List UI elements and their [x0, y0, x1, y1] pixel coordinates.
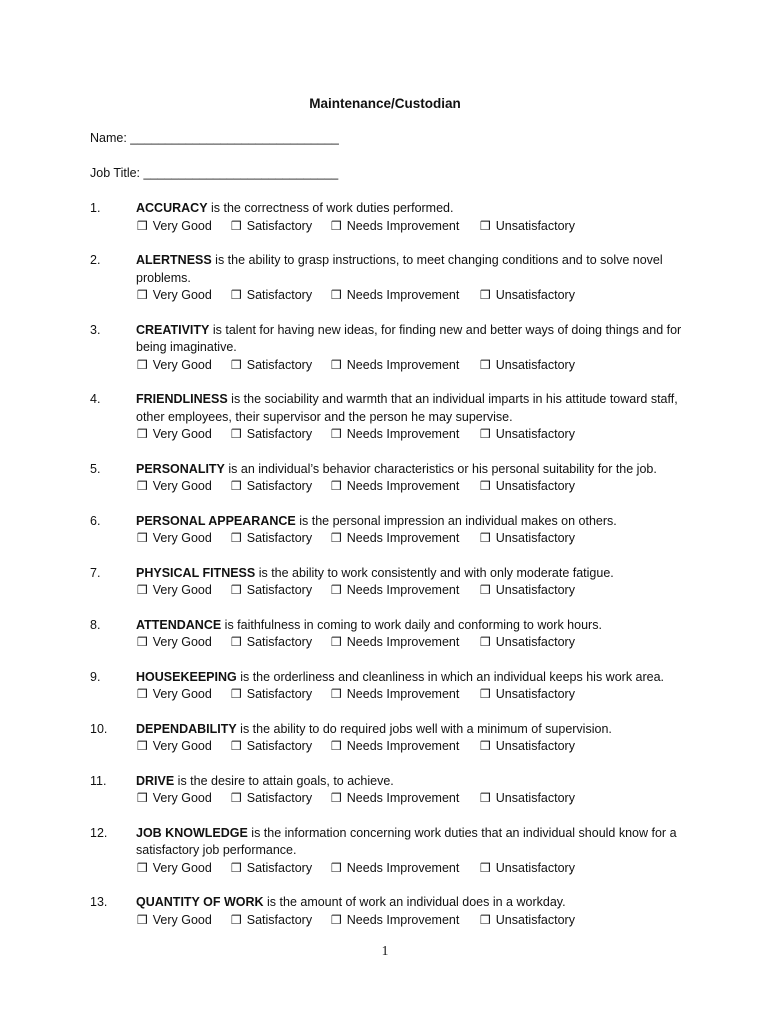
rating-option-satisfactory[interactable]: [231, 357, 331, 375]
rating-options: [137, 426, 690, 444]
rating-option-label: Unsatisfactory: [495, 218, 575, 233]
item-description-text: is the information concerning work duties that an individual should know for a satisfactory job performance.: [136, 825, 677, 857]
item-description: [136, 461, 690, 479]
item-term: PERSONALITY: [136, 461, 225, 476]
rating-option-label: Unsatisfactory: [495, 912, 575, 927]
rating-options: [137, 686, 690, 704]
item-number: 9.: [90, 669, 101, 684]
rating-options: [137, 582, 690, 600]
rating-option-needs-improvement[interactable]: [331, 287, 480, 305]
item-term: HOUSEKEEPING: [136, 669, 237, 684]
checkbox-icon[interactable]: ❒: [331, 218, 342, 233]
rating-option-label: Satisfactory: [246, 791, 313, 805]
rating-option-label: Needs Improvement: [346, 357, 460, 372]
item-description: [136, 200, 690, 218]
rating-option-unsatisfactory[interactable]: [480, 287, 590, 305]
checkbox-icon[interactable]: ❒: [137, 687, 148, 701]
rating-option-label: Unsatisfactory: [495, 860, 575, 875]
checkbox-icon[interactable]: ❒: [331, 687, 342, 701]
item-description-text: is faithfulness in coming to work daily and conforming to work hours.: [221, 617, 602, 632]
rating-option-satisfactory[interactable]: [231, 912, 331, 930]
rating-option-satisfactory[interactable]: [231, 218, 331, 236]
rating-option-label: Needs Improvement: [346, 479, 460, 493]
checkbox-icon[interactable]: ❒: [331, 427, 342, 441]
item-term: PHYSICAL FITNESS: [136, 565, 256, 580]
rating-option-label: Very Good: [152, 479, 212, 493]
rating-option-unsatisfactory[interactable]: [480, 478, 590, 496]
checkbox-icon[interactable]: ❒: [231, 288, 242, 302]
item-description: [136, 252, 690, 287]
rating-option-satisfactory[interactable]: [231, 860, 331, 878]
item-description: [136, 565, 690, 583]
item-description: [136, 894, 690, 912]
checkbox-icon[interactable]: ❒: [480, 687, 491, 701]
evaluation-item: [90, 461, 690, 496]
item-number: 4.: [90, 392, 101, 406]
checkbox-icon[interactable]: ❒: [231, 427, 242, 441]
checkbox-icon[interactable]: ❒: [480, 583, 491, 597]
rating-option-label: Unsatisfactory: [495, 531, 575, 545]
rating-options: [137, 478, 690, 496]
rating-option-unsatisfactory[interactable]: [480, 582, 590, 600]
checkbox-icon[interactable]: ❒: [231, 357, 242, 372]
rating-option-label: Needs Improvement: [346, 791, 460, 805]
item-number: 8.: [90, 617, 101, 632]
item-number: 13.: [90, 895, 108, 909]
checkbox-icon[interactable]: ❒: [231, 687, 242, 701]
checkbox-icon[interactable]: ❒: [480, 218, 491, 233]
rating-options: [137, 218, 690, 236]
item-description: [136, 825, 690, 860]
checkbox-icon[interactable]: ❒: [480, 860, 491, 875]
item-number: 1.: [90, 201, 101, 215]
checkbox-icon[interactable]: ❒: [331, 791, 342, 805]
checkbox-icon[interactable]: ❒: [137, 427, 148, 441]
item-description-text: is the orderliness and cleanliness in which an individual keeps his work area.: [236, 669, 665, 684]
rating-option-label: Satisfactory: [246, 288, 313, 302]
item-term: FRIENDLINESS: [136, 392, 228, 406]
item-body: [136, 200, 690, 235]
rating-option-label: Satisfactory: [246, 635, 313, 649]
evaluation-item: [90, 669, 690, 704]
page-number: 1: [381, 943, 389, 958]
rating-options: [137, 860, 690, 878]
checkbox-icon[interactable]: ❒: [331, 739, 342, 753]
rating-option-very-good[interactable]: [137, 686, 231, 704]
rating-option-very-good[interactable]: [137, 860, 231, 878]
rating-option-needs-improvement[interactable]: [331, 530, 480, 548]
item-description-text: is the ability to work consistently and with only moderate fatigue.: [255, 565, 614, 580]
rating-option-label: Needs Improvement: [346, 288, 460, 302]
item-body: [136, 322, 690, 375]
rating-option-very-good[interactable]: [137, 478, 231, 496]
rating-option-satisfactory[interactable]: [231, 426, 331, 444]
item-number: 10.: [90, 721, 108, 736]
rating-option-very-good[interactable]: [137, 790, 231, 808]
rating-option-very-good[interactable]: [137, 530, 231, 548]
rating-option-unsatisfactory[interactable]: [480, 860, 590, 878]
rating-option-label: Unsatisfactory: [495, 583, 575, 597]
checkbox-icon[interactable]: ❒: [331, 288, 342, 302]
evaluation-item: [90, 391, 690, 444]
item-term: QUANTITY OF WORK: [136, 895, 264, 909]
checkbox-icon[interactable]: ❒: [231, 860, 242, 875]
item-term: JOB KNOWLEDGE: [136, 825, 248, 840]
rating-option-unsatisfactory[interactable]: [480, 912, 590, 930]
rating-options: [137, 738, 690, 756]
evaluation-item: [90, 513, 690, 548]
evaluation-item: [90, 322, 690, 375]
rating-option-needs-improvement[interactable]: [331, 478, 480, 496]
checkbox-icon[interactable]: ❒: [231, 479, 242, 493]
evaluation-item: [90, 894, 690, 929]
rating-option-label: Needs Improvement: [346, 427, 460, 441]
item-description: [136, 773, 690, 791]
checkbox-icon[interactable]: ❒: [137, 479, 148, 493]
checkbox-icon[interactable]: ❒: [480, 479, 491, 493]
item-body: [136, 825, 690, 878]
checkbox-icon[interactable]: ❒: [480, 791, 491, 805]
rating-option-unsatisfactory[interactable]: [480, 790, 590, 808]
checkbox-icon[interactable]: ❒: [480, 288, 491, 302]
rating-option-label: Unsatisfactory: [495, 635, 575, 649]
rating-option-satisfactory[interactable]: [231, 790, 331, 808]
item-body: [136, 894, 690, 929]
rating-option-label: Satisfactory: [246, 912, 313, 927]
checkbox-icon[interactable]: ❒: [231, 218, 242, 233]
item-term: ALERTNESS: [136, 253, 212, 267]
item-number: 12.: [90, 825, 108, 840]
rating-option-needs-improvement[interactable]: [331, 357, 480, 375]
rating-option-unsatisfactory[interactable]: [480, 426, 590, 444]
rating-option-label: Needs Improvement: [346, 218, 460, 233]
item-description-text: is the personal impression an individual makes on others.: [295, 513, 617, 528]
item-number: 5.: [90, 461, 101, 476]
item-description: [136, 391, 690, 426]
item-description: [136, 617, 690, 635]
checkbox-icon[interactable]: ❒: [231, 791, 242, 805]
rating-option-unsatisfactory[interactable]: [480, 218, 590, 236]
item-body: [136, 721, 690, 756]
rating-option-needs-improvement[interactable]: [331, 686, 480, 704]
checkbox-icon[interactable]: ❒: [231, 635, 242, 649]
rating-option-unsatisfactory[interactable]: [480, 530, 590, 548]
checkbox-icon[interactable]: ❒: [137, 218, 148, 233]
item-description-text: is the correctness of work duties performed.: [207, 201, 454, 215]
rating-option-very-good[interactable]: [137, 912, 231, 930]
checkbox-icon[interactable]: ❒: [331, 860, 342, 875]
rating-option-label: Very Good: [152, 218, 212, 233]
rating-option-label: Very Good: [152, 427, 212, 441]
item-description-text: is the sociability and warmth that an individual imparts in his attitude toward staff, other employees, their supervisor and the person he may supervise.: [136, 392, 678, 424]
item-term: DRIVE: [136, 773, 175, 788]
rating-options: [137, 287, 690, 305]
rating-option-satisfactory[interactable]: [231, 634, 331, 652]
item-number: 7.: [90, 565, 101, 580]
evaluation-item: [90, 825, 690, 878]
rating-options: [137, 530, 690, 548]
rating-option-label: Unsatisfactory: [495, 687, 575, 701]
rating-option-very-good[interactable]: [137, 218, 231, 236]
rating-option-satisfactory[interactable]: [231, 738, 331, 756]
item-description-text: is the ability to do required jobs well with a minimum of supervision.: [236, 721, 612, 736]
job-title-field: Job Title: ____________________________: [90, 166, 339, 180]
evaluation-item: [90, 617, 690, 652]
checkbox-icon[interactable]: ❒: [137, 357, 148, 372]
item-description-text: is the desire to attain goals, to achieve.: [174, 773, 394, 788]
evaluation-item: [90, 721, 690, 756]
rating-option-label: Needs Improvement: [346, 583, 460, 597]
rating-option-unsatisfactory[interactable]: [480, 634, 590, 652]
rating-option-needs-improvement[interactable]: [331, 634, 480, 652]
rating-option-unsatisfactory[interactable]: [480, 738, 590, 756]
item-description: [136, 669, 690, 687]
rating-option-very-good[interactable]: [137, 357, 231, 375]
rating-option-label: Needs Improvement: [346, 531, 460, 545]
checkbox-icon[interactable]: ❒: [331, 357, 342, 372]
rating-option-very-good[interactable]: [137, 634, 231, 652]
rating-option-label: Satisfactory: [246, 583, 313, 597]
rating-option-label: Unsatisfactory: [495, 288, 575, 302]
checkbox-icon[interactable]: ❒: [137, 860, 148, 875]
rating-option-label: Unsatisfactory: [495, 739, 575, 753]
item-description-text: is the ability to grasp instructions, to meet changing conditions and to solve novel problems.: [136, 253, 663, 285]
checkbox-icon[interactable]: ❒: [137, 583, 148, 597]
checkbox-icon[interactable]: ❒: [480, 427, 491, 441]
checkbox-icon[interactable]: ❒: [331, 635, 342, 649]
rating-option-label: Unsatisfactory: [495, 791, 575, 805]
rating-option-label: Very Good: [152, 288, 212, 302]
item-body: [136, 565, 690, 600]
rating-option-satisfactory[interactable]: [231, 686, 331, 704]
checkbox-icon[interactable]: ❒: [231, 912, 242, 927]
rating-option-label: Satisfactory: [246, 427, 313, 441]
item-number: 3.: [90, 322, 101, 337]
rating-option-label: Very Good: [152, 739, 212, 753]
rating-option-very-good[interactable]: [137, 738, 231, 756]
checkbox-icon[interactable]: ❒: [231, 531, 242, 545]
item-term: ACCURACY: [136, 201, 208, 215]
item-body: [136, 617, 690, 652]
rating-options: [137, 912, 690, 930]
rating-option-label: Unsatisfactory: [495, 479, 575, 493]
item-description-text: is an individual’s behavior characteristics or his personal suitability for the job.: [224, 461, 657, 476]
rating-options: [137, 634, 690, 652]
rating-option-satisfactory[interactable]: [231, 287, 331, 305]
item-body: [136, 513, 690, 548]
rating-option-very-good[interactable]: [137, 287, 231, 305]
rating-option-needs-improvement[interactable]: [331, 860, 480, 878]
item-description-text: is the amount of work an individual does in a workday.: [263, 895, 566, 909]
item-number: 2.: [90, 253, 101, 267]
rating-option-label: Unsatisfactory: [495, 357, 575, 372]
rating-option-label: Satisfactory: [246, 479, 313, 493]
rating-option-needs-improvement[interactable]: [331, 582, 480, 600]
rating-option-label: Satisfactory: [246, 687, 313, 701]
checkbox-icon[interactable]: ❒: [331, 583, 342, 597]
item-description: [136, 322, 690, 357]
evaluation-item: [90, 565, 690, 600]
rating-option-label: Needs Improvement: [346, 687, 460, 701]
rating-options: [137, 357, 690, 375]
evaluation-list: [90, 200, 690, 946]
item-body: [136, 391, 690, 444]
item-number: 11.: [90, 773, 107, 788]
rating-option-satisfactory[interactable]: [231, 530, 331, 548]
checkbox-icon[interactable]: ❒: [331, 531, 342, 545]
rating-option-needs-improvement[interactable]: [331, 738, 480, 756]
item-term: PERSONAL APPEARANCE: [136, 513, 296, 528]
rating-options: [137, 790, 690, 808]
checkbox-icon[interactable]: ❒: [231, 583, 242, 597]
checkbox-icon[interactable]: ❒: [331, 479, 342, 493]
rating-option-label: Needs Improvement: [346, 739, 460, 753]
rating-option-label: Very Good: [152, 583, 212, 597]
rating-option-unsatisfactory[interactable]: [480, 686, 590, 704]
rating-option-label: Very Good: [152, 531, 212, 545]
rating-option-needs-improvement[interactable]: [331, 790, 480, 808]
rating-option-label: Very Good: [152, 791, 212, 805]
rating-option-label: Satisfactory: [246, 357, 313, 372]
evaluation-item: [90, 252, 690, 305]
checkbox-icon[interactable]: ❒: [137, 912, 148, 927]
checkbox-icon[interactable]: ❒: [137, 635, 148, 649]
rating-option-needs-improvement[interactable]: [331, 426, 480, 444]
checkbox-icon[interactable]: ❒: [137, 288, 148, 302]
evaluation-item: [90, 773, 690, 808]
rating-option-label: Very Good: [152, 687, 212, 701]
checkbox-icon[interactable]: ❒: [480, 912, 491, 927]
checkbox-icon[interactable]: ❒: [480, 357, 491, 372]
rating-option-label: Satisfactory: [246, 531, 313, 545]
item-number: 6.: [90, 513, 101, 528]
rating-option-label: Needs Improvement: [346, 912, 460, 927]
checkbox-icon[interactable]: ❒: [480, 531, 491, 545]
item-description-text: is talent for having new ideas, for finding new and better ways of doing things and for being imaginative.: [136, 322, 682, 354]
checkbox-icon[interactable]: ❒: [480, 635, 491, 649]
rating-option-label: Very Good: [152, 635, 212, 649]
page-title: Maintenance/Custodian: [309, 96, 461, 111]
rating-option-satisfactory[interactable]: [231, 478, 331, 496]
checkbox-icon[interactable]: ❒: [331, 912, 342, 927]
rating-option-unsatisfactory[interactable]: [480, 357, 590, 375]
rating-option-label: Satisfactory: [246, 218, 313, 233]
item-term: DEPENDABILITY: [136, 721, 237, 736]
checkbox-icon[interactable]: ❒: [480, 739, 491, 753]
item-body: [136, 669, 690, 704]
item-term: ATTENDANCE: [136, 617, 222, 632]
item-body: [136, 461, 690, 496]
rating-option-label: Satisfactory: [246, 860, 313, 875]
rating-option-label: Satisfactory: [246, 739, 313, 753]
checkbox-icon[interactable]: ❒: [137, 791, 148, 805]
rating-option-needs-improvement[interactable]: [331, 912, 480, 930]
rating-option-satisfactory[interactable]: [231, 582, 331, 600]
rating-option-label: Unsatisfactory: [495, 427, 575, 441]
rating-option-label: Very Good: [152, 860, 212, 875]
rating-option-label: Very Good: [152, 912, 212, 927]
rating-option-very-good[interactable]: [137, 426, 231, 444]
item-body: [136, 252, 690, 305]
rating-option-needs-improvement[interactable]: [331, 218, 480, 236]
name-field: Name: ______________________________: [90, 131, 339, 145]
rating-option-label: Very Good: [152, 357, 212, 372]
item-body: [136, 773, 690, 808]
checkbox-icon[interactable]: ❒: [231, 739, 242, 753]
evaluation-item: [90, 200, 690, 235]
rating-option-label: Needs Improvement: [346, 635, 460, 649]
rating-option-very-good[interactable]: [137, 582, 231, 600]
checkbox-icon[interactable]: ❒: [137, 739, 148, 753]
item-term: CREATIVITY: [136, 322, 210, 337]
rating-option-label: Needs Improvement: [346, 860, 460, 875]
checkbox-icon[interactable]: ❒: [137, 531, 148, 545]
item-description: [136, 513, 690, 531]
item-description: [136, 721, 690, 739]
